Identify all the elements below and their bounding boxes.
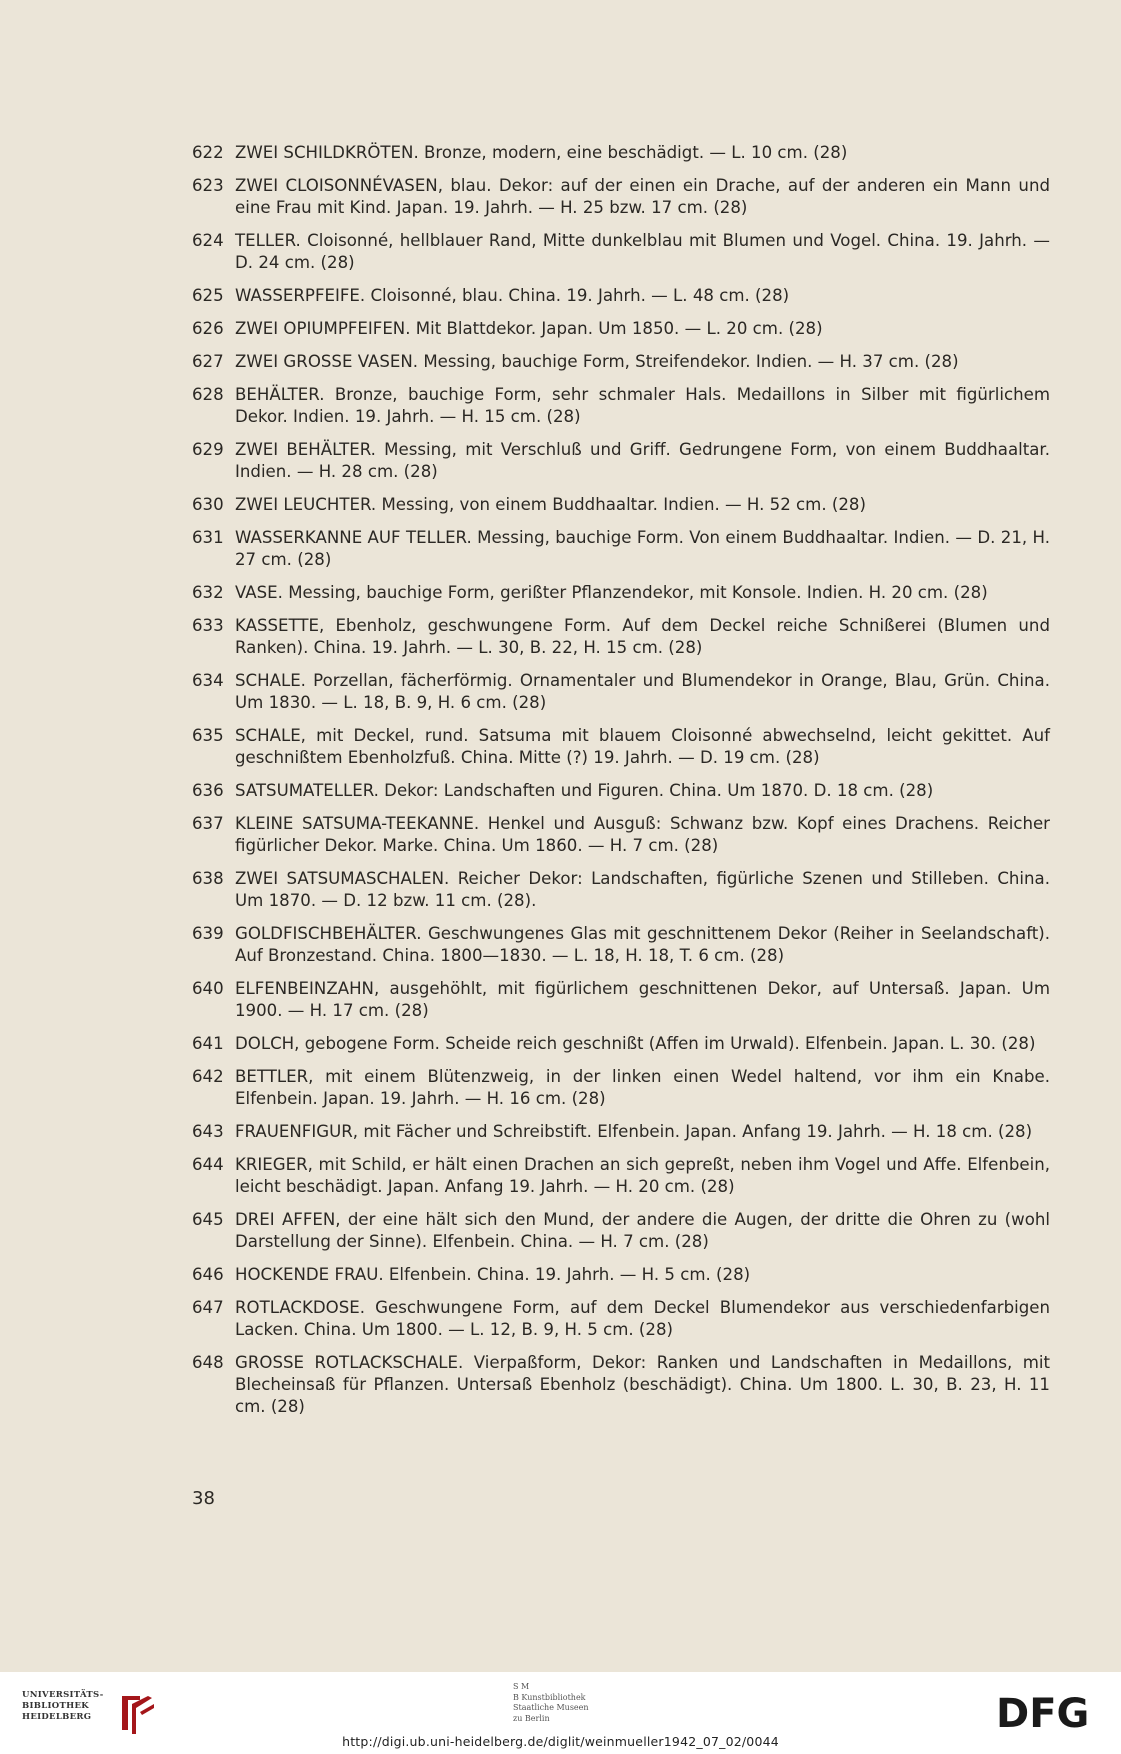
- stamp-line: zu Berlin: [513, 1713, 550, 1723]
- entry-description: VASE. Messing, bauchige Form, gerißter Pflanzendekor, mit Konsole. Indien. H. 20 cm. (28): [235, 583, 988, 602]
- catalog-list: [0, 142, 1121, 1429]
- entry-number: 647: [192, 1298, 224, 1317]
- stamp-line: B Kunstbibliothek: [513, 1692, 586, 1702]
- entry-number: 640: [192, 979, 224, 998]
- stamp-line: S M: [513, 1682, 530, 1691]
- entry-number: 629: [192, 440, 224, 459]
- entry-number: 645: [192, 1210, 224, 1229]
- entry-number: 635: [192, 726, 224, 745]
- uni-line: UNIVERSITÄTS-: [22, 1690, 104, 1700]
- catalog-entry: [0, 1121, 1121, 1143]
- catalog-entry: [0, 923, 1121, 967]
- entry-description: ROTLACKDOSE. Geschwungene Form, auf dem Deckel Blumendekor aus verschiedenfarbigen Lacken. China. Um 1800. — L. 12, B. 9, H. 5 cm. (28): [235, 1298, 1050, 1339]
- entry-description: BETTLER, mit einem Blütenzweig, in der linken einen Wedel haltend, vor ihm ein Knabe. Elfenbein. Japan. 19. Jahrh. — H. 16 cm. (28): [235, 1067, 1050, 1108]
- catalog-entry: [0, 1066, 1121, 1110]
- catalog-entry: [0, 285, 1121, 307]
- dfg-logo-icon[interactable]: [996, 1694, 1104, 1732]
- library-emblem-icon: [118, 1690, 158, 1736]
- catalog-entry: [0, 1352, 1121, 1418]
- catalog-entry: [0, 1033, 1121, 1055]
- uni-line: BIBLIOTHEK: [22, 1701, 89, 1711]
- catalog-entry: [0, 494, 1121, 516]
- catalog-entry: [0, 1264, 1121, 1286]
- entry-number: 632: [192, 583, 224, 602]
- entry-description: ZWEI BEHÄLTER. Messing, mit Verschluß und Griff. Gedrungene Form, von einem Buddhaaltar. Indien. — H. 28 cm. (28): [235, 440, 1050, 481]
- entry-description: ZWEI GROSSE VASEN. Messing, bauchige Form, Streifendekor. Indien. — H. 37 cm. (28): [235, 352, 959, 371]
- entry-number: 644: [192, 1155, 224, 1174]
- entry-description: WASSERKANNE AUF TELLER. Messing, bauchige Form. Von einem Buddhaaltar. Indien. — D. 21, H. 27 cm. (28): [235, 528, 1050, 569]
- catalog-entry: [0, 978, 1121, 1022]
- entry-number: 626: [192, 319, 224, 338]
- catalog-entry: [0, 780, 1121, 802]
- entry-description: WASSERPFEIFE. Cloisonné, blau. China. 19. Jahrh. — L. 48 cm. (28): [235, 286, 790, 305]
- catalog-entry: [0, 351, 1121, 373]
- entry-description: ELFENBEINZAHN, ausgehöhlt, mit figürlichem geschnittenen Dekor, auf Untersaß. Japan. Um 1900. — H. 17 cm. (28): [235, 979, 1050, 1020]
- catalog-entry: [0, 230, 1121, 274]
- entry-description: ZWEI SCHILDKRÖTEN. Bronze, modern, eine beschädigt. — L. 10 cm. (28): [235, 143, 848, 162]
- catalog-entry: [0, 175, 1121, 219]
- entry-description: ZWEI LEUCHTER. Messing, von einem Buddhaaltar. Indien. — H. 52 cm. (28): [235, 495, 866, 514]
- catalog-entry: [0, 439, 1121, 483]
- catalog-entry: [0, 868, 1121, 912]
- entry-description: KLEINE SATSUMA-TEEKANNE. Henkel und Ausguß: Schwanz bzw. Kopf eines Drachens. Reicher figürlicher Dekor. Marke. China. Um 1860. — H. 7 cm. (28): [235, 814, 1050, 855]
- entry-description: ZWEI OPIUMPFEIFEN. Mit Blattdekor. Japan. Um 1850. — L. 20 cm. (28): [235, 319, 823, 338]
- entry-number: 637: [192, 814, 224, 833]
- entry-description: TELLER. Cloisonné, hellblauer Rand, Mitte dunkelblau mit Blumen und Vogel. China. 19. Jahrh. — D. 24 cm. (28): [235, 231, 1050, 272]
- entry-number: 627: [192, 352, 224, 371]
- catalog-entry: [0, 1297, 1121, 1341]
- entry-number: 624: [192, 231, 224, 250]
- entry-description: ZWEI CLOISONNÉVASEN, blau. Dekor: auf der einen ein Drache, auf der anderen ein Mann und eine Frau mit Kind. Japan. 19. Jahrh. — H. 25 bzw. 17 cm. (28): [235, 176, 1050, 217]
- entry-number: 628: [192, 385, 224, 404]
- entry-description: HOCKENDE FRAU. Elfenbein. China. 19. Jahrh. — H. 5 cm. (28): [235, 1265, 751, 1284]
- catalog-entry: [0, 1209, 1121, 1253]
- entry-description: BEHÄLTER. Bronze, bauchige Form, sehr schmaler Hals. Medaillons in Silber mit figürlichem Dekor. Indien. 19. Jahrh. — H. 15 cm. (28): [235, 385, 1050, 426]
- entry-number: 633: [192, 616, 224, 635]
- university-library-logo[interactable]: [22, 1690, 162, 1736]
- university-library-name: [22, 1690, 118, 1723]
- source-url-link[interactable]: http://digi.ub.uni-heidelberg.de/diglit/weinmueller1942_07_02/0044: [342, 1734, 779, 1749]
- catalog-entry: [0, 615, 1121, 659]
- entry-number: 622: [192, 143, 224, 162]
- entry-number: 642: [192, 1067, 224, 1086]
- entry-description: KASSETTE, Ebenholz, geschwungene Form. Auf dem Deckel reiche Schnißerei (Blumen und Ranken). China. 19. Jahrh. — L. 30, B. 22, H. 15 cm. (28): [235, 616, 1050, 657]
- entry-number: 623: [192, 176, 224, 195]
- entry-number: 639: [192, 924, 224, 943]
- entry-description: KRIEGER, mit Schild, er hält einen Drachen an sich gepreßt, neben ihm Vogel und Affe. Elfenbein, leicht beschädigt. Japan. Anfang 19. Jahrh. — H. 20 cm. (28): [235, 1155, 1050, 1196]
- entry-description: SCHALE. Porzellan, fächerförmig. Ornamentaler und Blumendekor in Orange, Blau, Grün. China. Um 1830. — L. 18, B. 9, H. 6 cm. (28): [235, 671, 1050, 712]
- catalog-entry: [0, 813, 1121, 857]
- catalog-entry: [0, 725, 1121, 769]
- entry-description: SCHALE, mit Deckel, rund. Satsuma mit blauem Cloisonné abwechselnd, leicht gekittet. Auf geschnißtem Ebenholzfuß. China. Mitte (?) 19. Jahrh. — D. 19 cm. (28): [235, 726, 1050, 767]
- entry-number: 631: [192, 528, 224, 547]
- entry-number: 648: [192, 1353, 224, 1372]
- entry-description: FRAUENFIGUR, mit Fächer und Schreibstift. Elfenbein. Japan. Anfang 19. Jahrh. — H. 18 cm. (28): [235, 1122, 1033, 1141]
- entry-number: 625: [192, 286, 224, 305]
- catalog-entry: [0, 384, 1121, 428]
- entry-number: 634: [192, 671, 224, 690]
- entry-description: DOLCH, gebogene Form. Scheide reich geschnißt (Affen im Urwald). Elfenbein. Japan. L. 30. (28): [235, 1034, 1036, 1053]
- entry-number: 630: [192, 495, 224, 514]
- catalog-entry: [0, 670, 1121, 714]
- entry-description: ZWEI SATSUMASCHALEN. Reicher Dekor: Landschaften, figürliche Szenen und Stilleben. China. Um 1870. — D. 12 bzw. 11 cm. (28).: [235, 869, 1050, 910]
- entry-number: 638: [192, 869, 224, 888]
- museum-stamp: [513, 1682, 633, 1724]
- catalog-entry: [0, 527, 1121, 571]
- entry-number: 641: [192, 1034, 224, 1053]
- dfg-label: DFG: [996, 1694, 1090, 1732]
- entry-description: SATSUMATELLER. Dekor: Landschaften und Figuren. China. Um 1870. D. 18 cm. (28): [235, 781, 934, 800]
- entry-number: 646: [192, 1265, 224, 1284]
- entry-number: 643: [192, 1122, 224, 1141]
- catalog-entry: [0, 582, 1121, 604]
- page-number: 38: [192, 1488, 215, 1509]
- entry-description: GOLDFISCHBEHÄLTER. Geschwungenes Glas mit geschnittenem Dekor (Reiher in Seelandschaft). Auf Bronzestand. China. 1800—1830. — L. 18, H. 18, T. 6 cm. (28): [235, 924, 1050, 965]
- entry-description: GROSSE ROTLACKSCHALE. Vierpaßform, Dekor: Ranken und Landschaften in Medaillons, mit Blecheinsaß für Pflanzen. Untersaß Ebenholz (beschädigt). China. Um 1800. L. 30, B. 23, H. 11 cm. (28): [235, 1353, 1050, 1416]
- entry-number: 636: [192, 781, 224, 800]
- digitization-footer: [0, 1672, 1121, 1754]
- uni-line: HEIDELBERG: [22, 1712, 92, 1722]
- stamp-line: Staatliche Museen: [513, 1703, 589, 1712]
- catalog-entry: [0, 1154, 1121, 1198]
- entry-description: DREI AFFEN, der eine hält sich den Mund, der andere die Augen, der dritte die Ohren zu (wohl Darstellung der Sinne). Elfenbein. China. — H. 7 cm. (28): [235, 1210, 1050, 1251]
- catalog-entry: [0, 318, 1121, 340]
- catalog-entry: [0, 142, 1121, 164]
